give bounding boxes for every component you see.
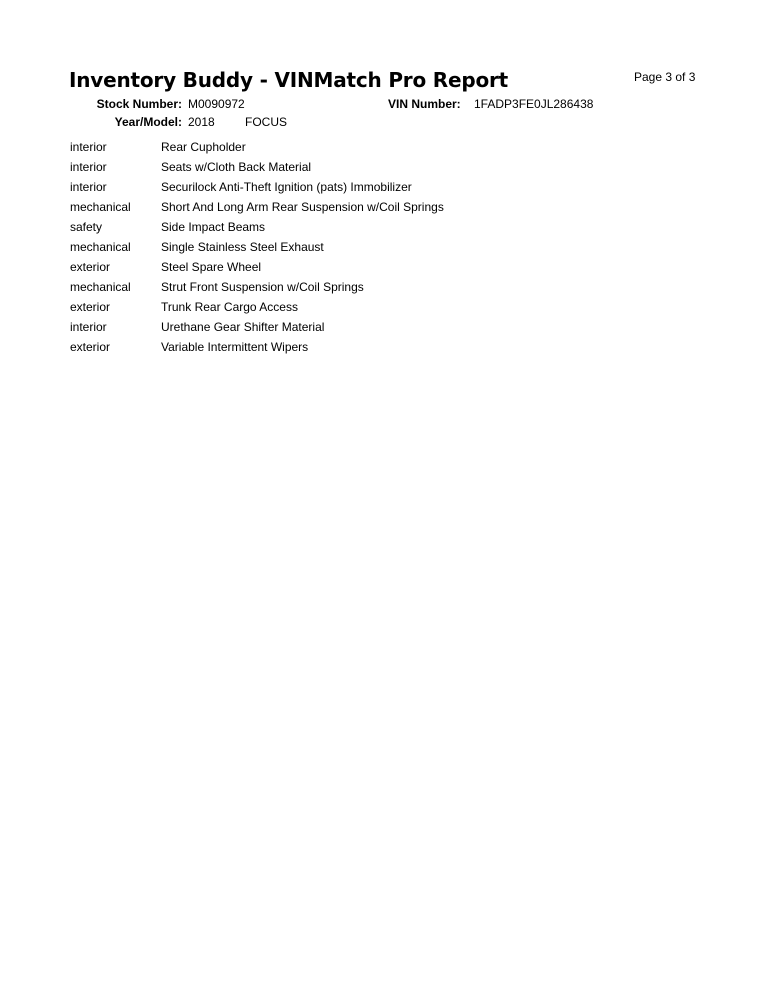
feature-name: Securilock Anti-Theft Ignition (pats) Immobilizer [161, 180, 412, 194]
feature-category: interior [70, 180, 107, 194]
feature-category: exterior [70, 340, 111, 354]
feature-row [70, 219, 670, 239]
feature-category: safety [70, 220, 103, 234]
feature-row [70, 239, 670, 259]
feature-row [70, 339, 670, 359]
feature-name: Single Stainless Steel Exhaust [161, 240, 324, 254]
feature-row [70, 319, 670, 339]
feature-name: Seats w/Cloth Back Material [161, 160, 312, 174]
feature-row [70, 139, 670, 159]
feature-row [70, 279, 670, 299]
feature-row [70, 259, 670, 279]
year-model-label: Year/Model: [114, 115, 182, 129]
feature-name: Urethane Gear Shifter Material [161, 320, 325, 334]
feature-row [70, 179, 670, 199]
model-name-value: FOCUS [245, 115, 287, 129]
report-title: Inventory Buddy - VINMatch Pro Report [69, 68, 509, 92]
feature-name: Strut Front Suspension w/Coil Springs [161, 280, 364, 294]
stock-number-value: M0090972 [188, 97, 245, 111]
feature-name: Trunk Rear Cargo Access [161, 300, 298, 314]
page-number: Page 3 of 3 [634, 70, 696, 84]
feature-name: Rear Cupholder [161, 140, 246, 154]
feature-row [70, 299, 670, 319]
feature-category: exterior [70, 300, 111, 314]
feature-category: mechanical [70, 240, 131, 254]
feature-category: interior [70, 160, 107, 174]
feature-row [70, 159, 670, 179]
feature-category: interior [70, 320, 107, 334]
feature-name: Steel Spare Wheel [161, 260, 262, 274]
feature-list [70, 139, 670, 359]
feature-category: mechanical [70, 280, 131, 294]
feature-name: Variable Intermittent Wipers [161, 340, 309, 354]
feature-name: Side Impact Beams [161, 220, 266, 234]
feature-row [70, 199, 670, 219]
feature-category: interior [70, 140, 107, 154]
feature-name: Short And Long Arm Rear Suspension w/Coil Springs [161, 200, 444, 214]
stock-number-label: Stock Number: [96, 97, 182, 111]
feature-category: exterior [70, 260, 111, 274]
vin-number-label: VIN Number: [388, 97, 461, 111]
vin-number-value: 1FADP3FE0JL286438 [474, 97, 594, 111]
feature-category: mechanical [70, 200, 131, 214]
model-year-value: 2018 [188, 115, 215, 129]
